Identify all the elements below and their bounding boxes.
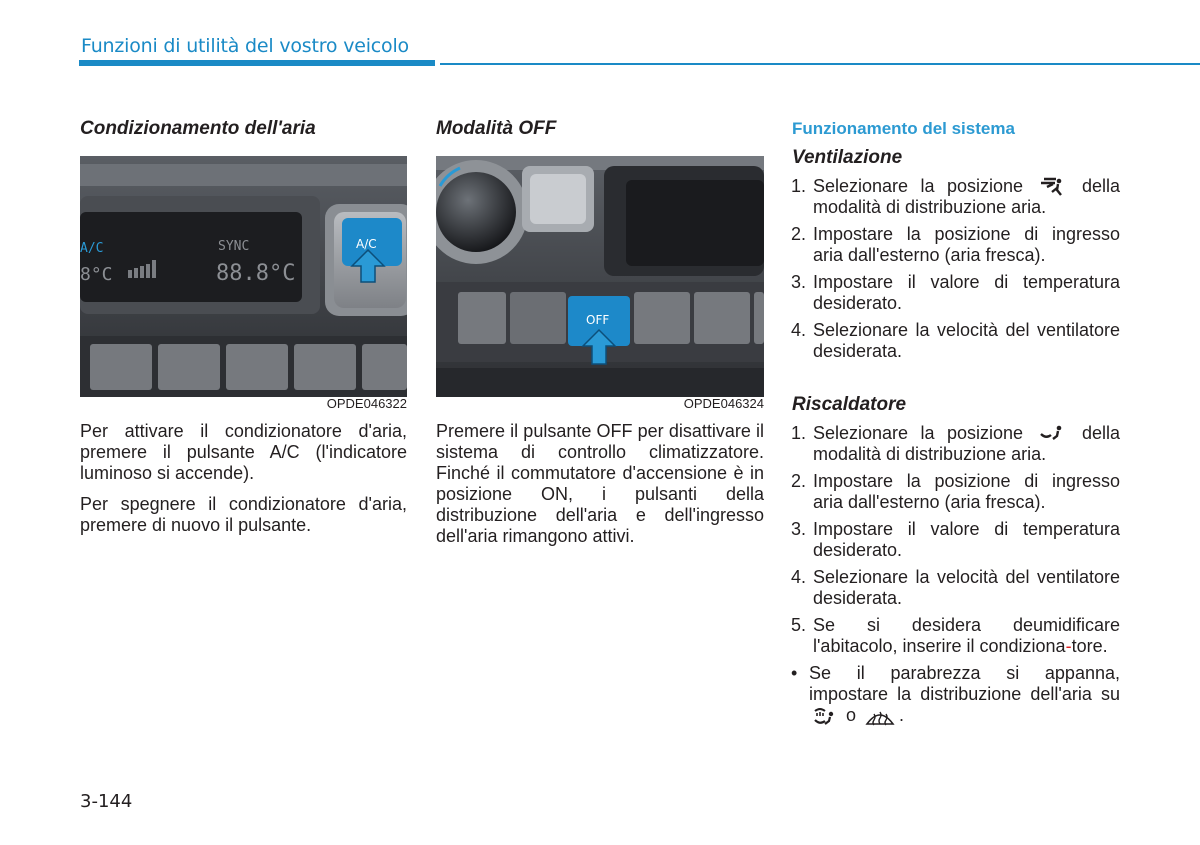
header-bar: [79, 60, 435, 66]
step-text: Selezionare la posizione: [813, 423, 1024, 443]
heading-air-conditioning: Condizionamento dell'aria: [80, 118, 316, 139]
step-number: 1.: [791, 176, 807, 196]
list-item: [791, 519, 1120, 561]
floor-vent-icon: [1039, 424, 1065, 444]
section-title: Funzioni di utilità del vostro veicolo: [81, 35, 409, 57]
bullet-text: o: [846, 705, 857, 726]
step-number: 5.: [791, 615, 807, 636]
list-item: [791, 615, 1120, 657]
step-number: 4.: [791, 320, 807, 341]
heater-steps: [791, 423, 1120, 734]
heading-system-operation: Funzionamento del sistema: [792, 119, 1015, 138]
ac-button-label: A/C: [356, 237, 377, 251]
paragraph: Per attivare il condizionatore d'aria, premere il pulsante A/C (l'indicatore luminoso si accende).: [80, 421, 407, 483]
header-rule: [440, 63, 1200, 65]
step-number: 3.: [791, 272, 807, 293]
display-ac-text: A/C: [80, 241, 104, 256]
step-text: della modalità di distribuzione aria.: [813, 176, 1120, 218]
step-text: tore.: [1071, 636, 1108, 657]
heading-ventilation: Ventilazione: [792, 147, 903, 168]
figure-code-1: OPDE046322: [326, 396, 407, 411]
figure-ac-panel: [80, 156, 407, 397]
list-item: [791, 423, 1120, 465]
step-text: Impostare la posizione di ingresso aria dall'esterno (aria fresca).: [813, 224, 1120, 266]
bullet-text: .: [899, 705, 905, 726]
figure-off-panel: [436, 156, 764, 397]
paragraph: Premere il pulsante OFF per disattivare il sistema di controllo climatizzatore. Finché il commutatore d'accensione è in posizione ON, i pulsanti della distribuzione dell'aria e dell'ingresso dell'aria rimangono attivi.: [436, 421, 764, 546]
step-number: 4.: [791, 567, 807, 588]
off-button-label: OFF: [586, 313, 610, 327]
step-number: 2.: [791, 471, 807, 492]
list-item: [791, 320, 1120, 362]
step-number: 3.: [791, 519, 807, 540]
step-number: 1.: [791, 423, 807, 443]
step-text: Selezionare la velocità del ventilatore desiderata.: [813, 320, 1120, 362]
step-text: Selezionare la velocità del ventilatore desiderata.: [813, 567, 1120, 609]
display-sync-text: SYNC: [218, 239, 250, 254]
col2-text: [436, 421, 764, 557]
figure-code-2: OPDE046324: [683, 396, 764, 411]
step-text: Se si desidera deumidificare l'abitacolo, inserire il condiziona: [813, 615, 1120, 657]
defrost-icon: [865, 707, 895, 727]
bullet-text: Se il parabrezza si appanna, impostare la distribuzione dell'aria su: [809, 663, 1120, 705]
step-text: Impostare il valore di temperatura desiderato.: [813, 272, 1120, 314]
list-item: [791, 663, 1120, 727]
step-text: della modalità di distribuzione aria.: [813, 423, 1120, 465]
step-number: 2.: [791, 224, 807, 245]
step-text: Impostare la posizione di ingresso aria dall'esterno (aria fresca).: [813, 471, 1120, 513]
temperature-knob[interactable]: [436, 172, 516, 252]
page-number: 3-144: [80, 791, 133, 812]
list-item: [791, 471, 1120, 513]
face-vent-icon: [1039, 177, 1065, 197]
display-temp-right: 88.8°C: [216, 261, 296, 286]
list-item: [791, 224, 1120, 266]
heading-off-mode: Modalità OFF: [436, 118, 557, 139]
paragraph: Per spegnere il condizionatore d'aria, premere di nuovo il pulsante.: [80, 494, 407, 535]
list-item: [791, 567, 1120, 609]
col1-text: [80, 421, 407, 546]
bullet-mark: •: [791, 663, 798, 684]
ventilation-steps: [791, 176, 1120, 368]
list-item: [791, 272, 1120, 314]
hyphen-mark: -: [1065, 636, 1072, 657]
list-item: [791, 176, 1120, 218]
step-text: Selezionare la posizione: [813, 176, 1024, 196]
step-text: Impostare il valore di temperatura desiderato.: [813, 519, 1120, 561]
display-temp-left: 8°C: [80, 264, 113, 285]
heading-heater: Riscaldatore: [792, 394, 907, 415]
floor-defrost-vent-icon: [813, 706, 837, 728]
